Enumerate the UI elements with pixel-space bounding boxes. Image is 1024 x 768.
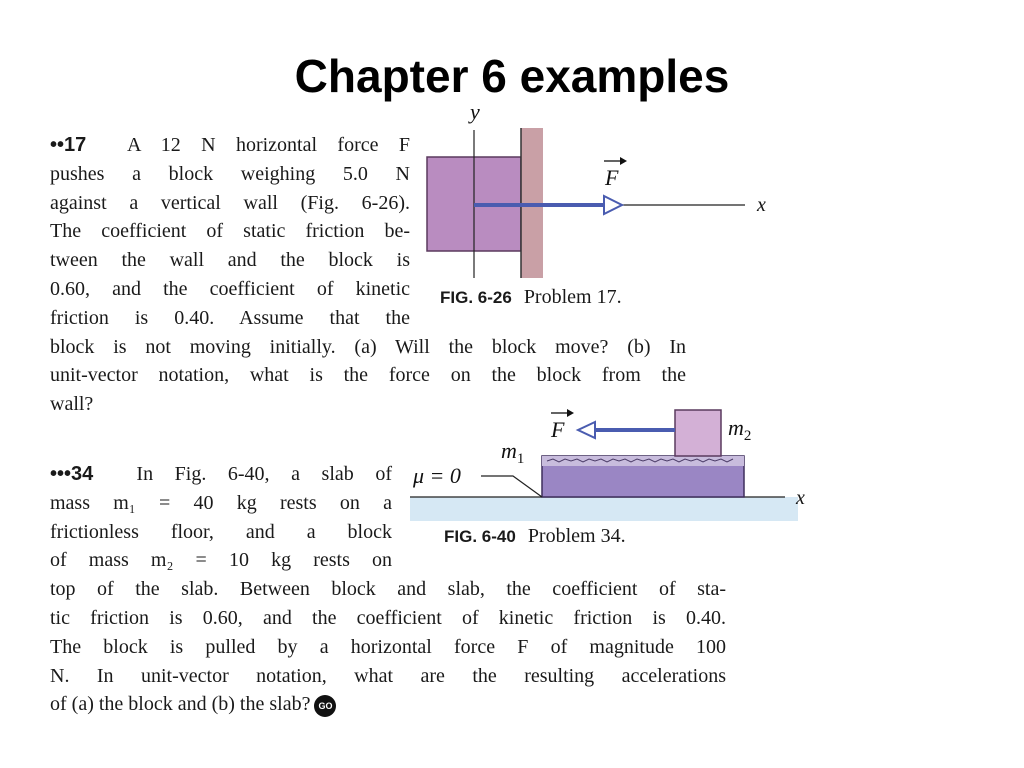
problem-17-line-9: unit-vector notation, what is the force on the block from the bbox=[50, 364, 686, 387]
problem-34-line-2: mass m₁ = 40 kg rests on a bbox=[50, 491, 392, 514]
problem-34-line-9: of (a) the block and (b) the slab? GO bbox=[50, 690, 726, 719]
problem-34-text bbox=[50, 460, 392, 575]
figure-6-26 bbox=[400, 95, 780, 285]
problem-17-line-5: tween the wall and the block is bbox=[50, 249, 410, 272]
caption-6-40-fig: FIG. 6-40 bbox=[444, 527, 516, 546]
force-vector-mark-head bbox=[620, 157, 627, 165]
upper-block bbox=[675, 410, 721, 456]
caption-6-40 bbox=[444, 525, 626, 548]
problem-34-line-5: top of the slab. Between block and slab, the coefficient of sta- bbox=[50, 578, 726, 601]
caption-6-26-fig: FIG. 6-26 bbox=[440, 288, 512, 307]
problem-34-line-1: •••34 In Fig. 6-40, a slab of bbox=[50, 463, 392, 485]
problem-34-line-4: of mass m₂ = 10 kg rests on bbox=[50, 549, 392, 572]
slide-title: Chapter 6 examples bbox=[294, 50, 730, 102]
problem-17-line-6: 0.60, and the coefficient of kinetic bbox=[50, 277, 410, 300]
problem-34-line-3: frictionless floor, and a block bbox=[50, 520, 392, 543]
pull-force-label: F bbox=[551, 417, 565, 442]
problem-17-line-10: wall? bbox=[50, 393, 94, 416]
floor-x-label: x bbox=[796, 487, 805, 509]
caption-6-26-text: Problem 17. bbox=[523, 286, 622, 308]
pull-force-head bbox=[578, 422, 595, 438]
caption-6-40-text: Problem 34. bbox=[527, 525, 626, 547]
problem-17-line-1: ••17 A 12 N horizontal force F bbox=[50, 134, 410, 156]
m1-label: $m_1$ bbox=[501, 438, 525, 467]
force-arrow-head bbox=[604, 196, 622, 214]
problem-17-line-4: The coefficient of static friction be- bbox=[50, 220, 410, 243]
m2-label: $m_2$ bbox=[728, 415, 752, 444]
mu-leader-line bbox=[481, 476, 542, 497]
pull-force-vector-mark-head bbox=[567, 409, 574, 417]
problem-34-line-8: N. In unit-vector notation, what are the resulting accelerations bbox=[50, 664, 726, 687]
go-badge-icon: GO bbox=[314, 695, 336, 717]
problem-17-text bbox=[50, 131, 410, 333]
problem-17-number: ••17 bbox=[50, 134, 87, 156]
problem-17-line-7: friction is 0.40. Assume that the bbox=[50, 306, 410, 329]
floor bbox=[410, 497, 798, 521]
figure-6-40 bbox=[405, 400, 825, 526]
caption-6-26 bbox=[440, 286, 622, 309]
y-axis-label: y bbox=[470, 99, 480, 124]
x-axis-label: x bbox=[757, 194, 766, 216]
force-label: F bbox=[605, 165, 619, 190]
problem-34-text-wide bbox=[50, 575, 726, 719]
problem-34-line-6: tic friction is 0.60, and the coefficient of kinetic friction is 0.40. bbox=[50, 606, 726, 629]
problem-17-line-3: against a vertical wall (Fig. 6-26). bbox=[50, 191, 410, 214]
mu-label: μ = 0 bbox=[413, 463, 461, 488]
problem-34-number: •••34 bbox=[50, 463, 94, 485]
problem-17-line-8: block is not moving initially. (a) Will the block move? (b) In bbox=[50, 335, 686, 358]
problem-34-line-7: The block is pulled by a horizontal force F of magnitude 100 bbox=[50, 635, 726, 658]
problem-17-line-2: pushes a block weighing 5.0 N bbox=[50, 162, 410, 185]
